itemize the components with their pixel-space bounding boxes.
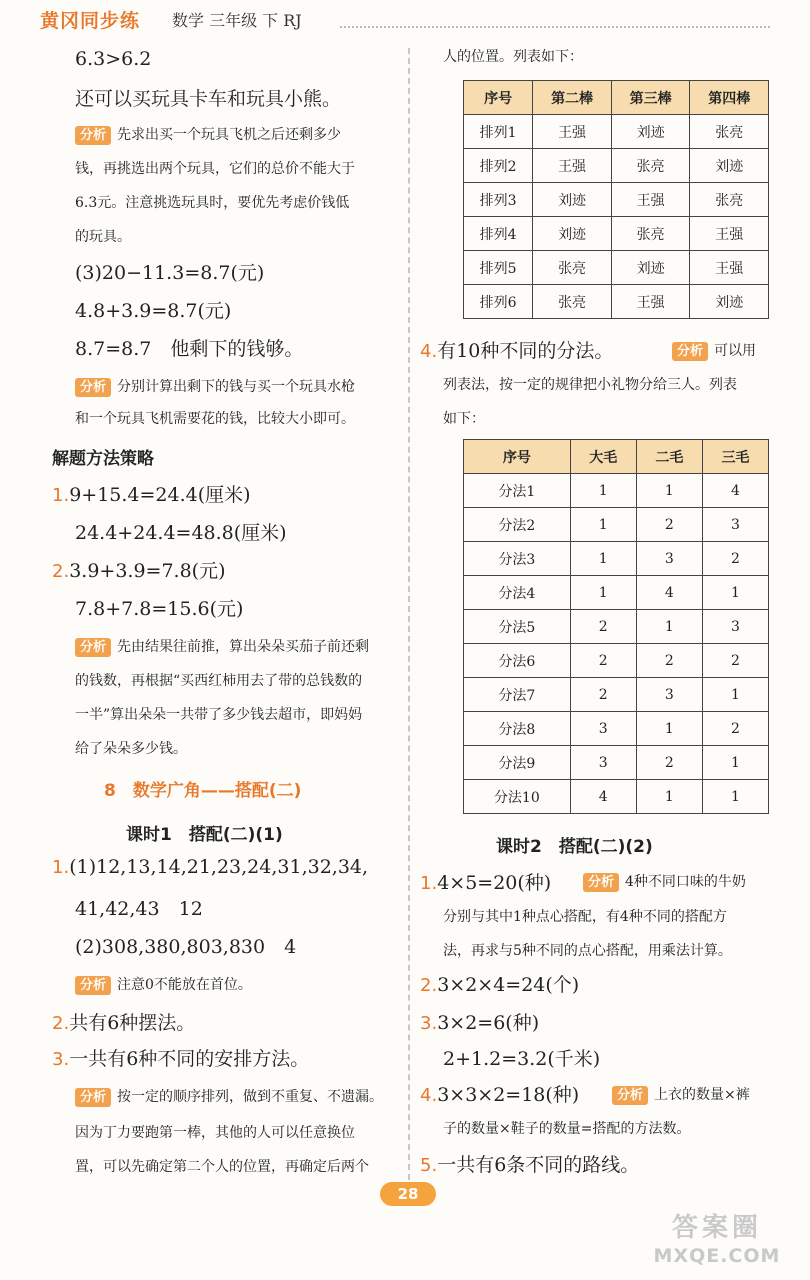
table-cell: 3 [636,542,702,576]
table-cell: 3 [636,678,702,712]
table-cell: 张亮 [611,217,690,251]
table-header-cell: 序号 [464,440,571,474]
note-line: 6.3元。注意挑选玩具时，要优先考虑价钱低 [75,195,350,211]
answer-line: (2)308,380,803,830 4 [75,936,297,958]
table-header-row [464,81,769,115]
answer-line: 1.(1)12,13,14,21,23,24,31,32,34, [52,856,369,878]
analysis-tag: 分析 [75,1088,111,1107]
section-heading: 解题方法策略 [52,449,154,469]
table-row [464,183,769,217]
table-row [464,508,769,542]
table-cell: 分法6 [464,644,571,678]
analysis-note: 分析 上衣的数量×裤 [612,1084,750,1105]
table-cell: 1 [702,780,768,814]
answer-line: 7.8+7.8=15.6(元) [75,598,244,620]
table-cell: 4 [636,576,702,610]
table-cell: 王强 [690,251,769,285]
table-cell: 排列1 [464,115,533,149]
answer-line: 还可以买玩具卡车和玩具小熊。 [75,88,342,110]
table-row [464,251,769,285]
table-cell: 排列6 [464,285,533,319]
table-row [464,217,769,251]
table-cell: 分法5 [464,610,571,644]
analysis-note: 分析 分别计算出剩下的钱与买一个玩具水枪 [75,376,355,397]
note-line: 给了朵朵多少钱。 [75,741,187,757]
table-cell: 分法4 [464,576,571,610]
table-cell: 2 [636,644,702,678]
answer-line: 1.4×5=20(种) [420,872,552,894]
table-cell: 2 [570,610,636,644]
brand-title: 黄冈同步练 [40,10,141,32]
answer-line: 2.共有6种摆法。 [52,1012,196,1034]
answer-line: 5.一共有6条不同的路线。 [420,1154,640,1176]
analysis-note: 分析 可以用 [672,340,756,361]
note-line: 和一个玩具飞机需要花的钱，比较大小即可。 [75,411,355,427]
table-cell: 王强 [690,217,769,251]
note-line: 因为丁力要跑第一棒，其他的人可以任意换位 [75,1125,355,1141]
note-line: 分别与其中1种点心搭配，有4种不同的搭配方 [443,909,727,925]
table-row [464,285,769,319]
note-line: 的玩具。 [75,229,131,245]
header-rule [340,26,770,28]
note-line: 一半”算出朵朵一共带了多少钱去超市，即妈妈 [75,707,363,723]
subject-label: 数学 三年级 下 RJ [172,11,302,30]
note-line: 置，可以先确定第二个人的位置，再确定后两个 [75,1159,369,1175]
table-cell: 刘迹 [611,251,690,285]
table-header-cell: 三毛 [702,440,768,474]
chapter-title: 8 数学广角——搭配(二) [104,781,302,801]
table-cell: 2 [702,644,768,678]
table-cell: 2 [570,644,636,678]
table-cell: 王强 [533,115,612,149]
analysis-note: 分析 先由结果往前推，算出朵朵买茄子前还剩 [75,636,369,657]
analysis-tag: 分析 [75,976,111,995]
note-line: 钱，再挑选出两个玩具，它们的总价不能大于 [75,161,355,177]
table-cell: 4 [570,780,636,814]
table-header-cell: 第四棒 [690,81,769,115]
table-cell: 分法9 [464,746,571,780]
table-cell: 刘迹 [533,217,612,251]
table-row [464,576,769,610]
answer-line: 4.3×3×2=18(种) [420,1084,580,1106]
analysis-note: 分析 4种不同口味的牛奶 [583,871,746,892]
table-cell: 1 [636,610,702,644]
table-cell: 1 [702,678,768,712]
analysis-tag: 分析 [583,873,619,892]
table-cell: 排列3 [464,183,533,217]
analysis-tag: 分析 [75,378,111,397]
table-cell: 张亮 [690,115,769,149]
table-cell: 张亮 [690,183,769,217]
table-cell: 2 [636,746,702,780]
lesson-title: 课时1 搭配(二)(1) [126,825,283,845]
table-header-cell: 序号 [464,81,533,115]
table-cell: 王强 [611,285,690,319]
table-cell: 2 [636,508,702,542]
table-row [464,474,769,508]
table-row [464,149,769,183]
note-line: 列表法，按一定的规律把小礼物分给三人。列表 [443,377,737,393]
answer-line: 1.9+15.4=24.4(厘米) [52,484,251,506]
answer-line: 4.有10种不同的分法。 [420,340,614,362]
table-cell: 3 [702,508,768,542]
table-header-cell: 二毛 [636,440,702,474]
table-cell: 3 [702,610,768,644]
arrangement-table [463,80,769,319]
note-line: 人的位置。列表如下： [443,49,583,65]
table-cell: 分法1 [464,474,571,508]
table-cell: 排列2 [464,149,533,183]
lesson-title: 课时2 搭配(二)(2) [496,837,653,857]
note-line: 子的数量×鞋子的数量=搭配的方法数。 [443,1121,691,1137]
table-row [464,542,769,576]
table-header-row [464,440,769,474]
note-line: 的钱数，再根据“买西红柿用去了带的总钱数的 [75,673,363,689]
answer-line: 2+1.2=3.2(千米) [443,1048,601,1070]
column-divider [408,48,410,1180]
answer-line: 2.3×2×4=24(个) [420,974,580,996]
table-row [464,712,769,746]
table-row [464,678,769,712]
answer-line: 3.3×2=6(种) [420,1012,540,1034]
table-cell: 王强 [533,149,612,183]
answer-line: 3.一共有6种不同的安排方法。 [52,1048,310,1070]
table-cell: 分法7 [464,678,571,712]
table-row [464,746,769,780]
note-line: 法，再求与5种不同的点心搭配，用乘法计算。 [443,943,732,959]
table-cell: 2 [702,712,768,746]
note-line: 如下： [443,411,485,427]
answer-line: 41,42,43 12 [75,898,203,920]
table-row [464,644,769,678]
answer-line: 24.4+24.4=48.8(厘米) [75,522,287,544]
table-cell: 1 [570,576,636,610]
table-cell: 2 [570,678,636,712]
answer-line: 2.3.9+3.9=7.8(元) [52,560,226,582]
table-cell: 1 [570,474,636,508]
table-header-cell: 第二棒 [533,81,612,115]
table-cell: 刘迹 [533,183,612,217]
page-header [0,0,810,40]
distribution-table [463,439,769,814]
analysis-tag: 分析 [612,1086,648,1105]
table-cell: 1 [702,746,768,780]
page-number: 28 [380,1182,436,1206]
table-cell: 3 [570,746,636,780]
analysis-tag: 分析 [672,342,708,361]
answer-line: 6.3>6.2 [75,48,152,70]
table-row [464,610,769,644]
table-cell: 分法2 [464,508,571,542]
table-cell: 1 [570,508,636,542]
table-cell: 刘迹 [690,149,769,183]
answer-line: 8.7=8.7 他剩下的钱够。 [75,338,304,360]
analysis-tag: 分析 [75,638,111,657]
table-cell: 分法10 [464,780,571,814]
table-cell: 刘迹 [611,115,690,149]
answer-line: 4.8+3.9=8.7(元) [75,300,232,322]
watermark-logo: 答案圈 MXQE.COM [653,1213,781,1267]
answer-line: (3)20−11.3=8.7(元) [75,262,265,284]
table-row [464,115,769,149]
table-cell: 3 [570,712,636,746]
table-row [464,780,769,814]
table-cell: 4 [702,474,768,508]
table-cell: 1 [702,576,768,610]
table-cell: 张亮 [533,251,612,285]
table-cell: 2 [702,542,768,576]
table-cell: 1 [636,474,702,508]
table-cell: 王强 [611,183,690,217]
table-header-cell: 大毛 [570,440,636,474]
analysis-note: 分析 先求出买一个玩具飞机之后还剩多少 [75,124,341,145]
table-cell: 分法3 [464,542,571,576]
table-header-cell: 第三棒 [611,81,690,115]
table-cell: 1 [636,712,702,746]
table-cell: 刘迹 [690,285,769,319]
table-cell: 1 [636,780,702,814]
analysis-tag: 分析 [75,126,111,145]
analysis-note: 分析 按一定的顺序排列，做到不重复、不遗漏。 [75,1086,383,1107]
analysis-note: 分析 注意0不能放在首位。 [75,974,252,995]
table-cell: 排列4 [464,217,533,251]
table-cell: 分法8 [464,712,571,746]
table-cell: 排列5 [464,251,533,285]
table-cell: 张亮 [533,285,612,319]
table-cell: 张亮 [611,149,690,183]
table-cell: 1 [570,542,636,576]
